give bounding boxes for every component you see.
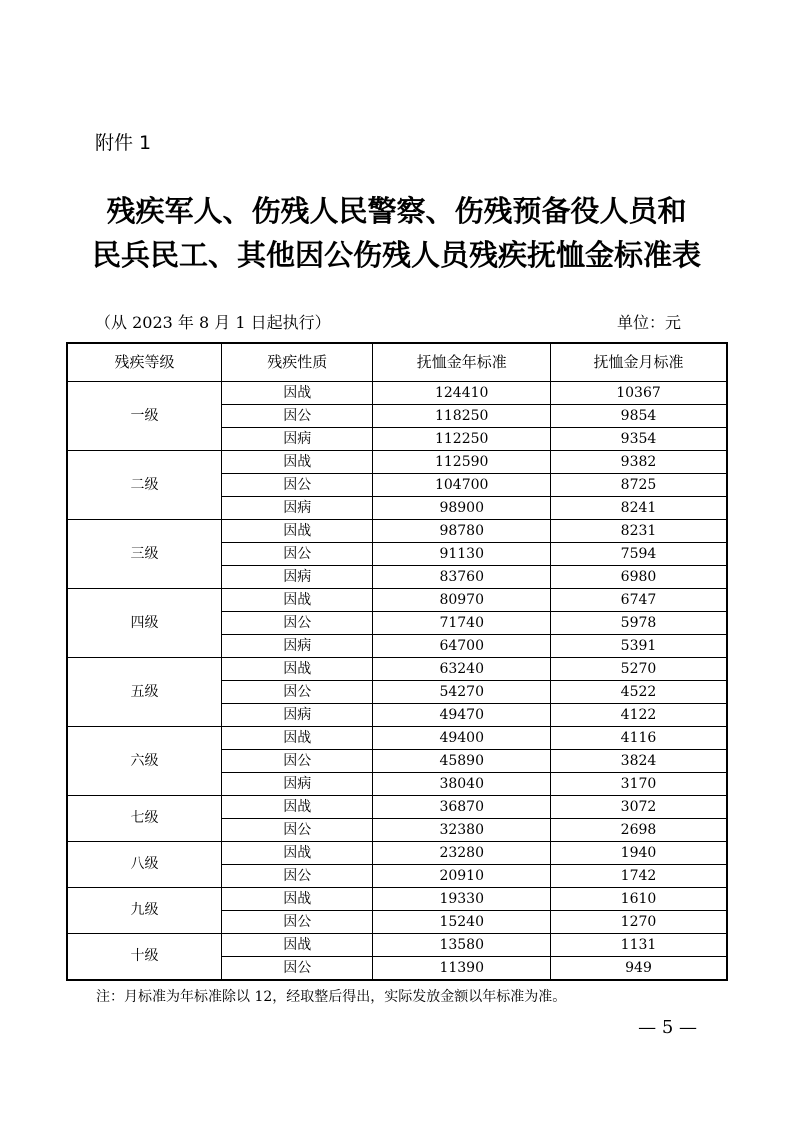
monthly-standard-cell: 8231 bbox=[550, 520, 727, 543]
monthly-standard-cell: 5391 bbox=[550, 635, 727, 658]
annual-standard-cell: 11390 bbox=[373, 957, 551, 981]
annual-standard-cell: 71740 bbox=[373, 612, 551, 635]
monthly-standard-cell: 9382 bbox=[550, 451, 727, 474]
monthly-standard-cell: 6747 bbox=[550, 589, 727, 612]
monthly-standard-cell: 2698 bbox=[550, 819, 727, 842]
nature-cell: 因公 bbox=[221, 911, 372, 934]
annual-standard-cell: 45890 bbox=[373, 750, 551, 773]
annual-standard-cell: 38040 bbox=[373, 773, 551, 796]
monthly-standard-cell: 8241 bbox=[550, 497, 727, 520]
annual-standard-cell: 23280 bbox=[373, 842, 551, 865]
document-title-line-2: 民兵民工、其他因公伤残人员残疾抚恤金标准表 bbox=[91, 238, 701, 272]
monthly-standard-cell: 3170 bbox=[550, 773, 727, 796]
nature-cell: 因公 bbox=[221, 405, 372, 428]
annual-standard-cell: 49400 bbox=[373, 727, 551, 750]
monthly-standard-cell: 9354 bbox=[550, 428, 727, 451]
annual-standard-cell: 118250 bbox=[373, 405, 551, 428]
nature-cell: 因公 bbox=[221, 612, 372, 635]
table-row bbox=[67, 382, 727, 405]
grade-cell: 一级 bbox=[67, 382, 221, 451]
unit-label: 单位：元 bbox=[616, 313, 681, 332]
grade-cell: 八级 bbox=[67, 842, 221, 888]
annual-standard-cell: 20910 bbox=[373, 865, 551, 888]
nature-cell: 因战 bbox=[221, 796, 372, 819]
table-header-row bbox=[67, 343, 727, 382]
annual-standard-cell: 19330 bbox=[373, 888, 551, 911]
grade-cell: 四级 bbox=[67, 589, 221, 658]
nature-cell: 因战 bbox=[221, 934, 372, 957]
annual-standard-cell: 80970 bbox=[373, 589, 551, 612]
header-annual: 抚恤金年标准 bbox=[373, 343, 551, 382]
grade-cell: 六级 bbox=[67, 727, 221, 796]
nature-cell: 因公 bbox=[221, 865, 372, 888]
header-grade: 残疾等级 bbox=[67, 343, 221, 382]
nature-cell: 因战 bbox=[221, 888, 372, 911]
grade-cell: 十级 bbox=[67, 934, 221, 981]
monthly-standard-cell: 4122 bbox=[550, 704, 727, 727]
nature-cell: 因公 bbox=[221, 543, 372, 566]
footnote: 注：月标准为年标准除以 12，经取整后得出，实际发放金额以年标准为准。 bbox=[96, 989, 567, 1005]
monthly-standard-cell: 3824 bbox=[550, 750, 727, 773]
nature-cell: 因病 bbox=[221, 635, 372, 658]
table-row bbox=[67, 589, 727, 612]
grade-cell: 七级 bbox=[67, 796, 221, 842]
monthly-standard-cell: 10367 bbox=[550, 382, 727, 405]
annual-standard-cell: 124410 bbox=[373, 382, 551, 405]
nature-cell: 因公 bbox=[221, 819, 372, 842]
monthly-standard-cell: 8725 bbox=[550, 474, 727, 497]
monthly-standard-cell: 7594 bbox=[550, 543, 727, 566]
table-row bbox=[67, 934, 727, 957]
nature-cell: 因公 bbox=[221, 957, 372, 981]
grade-cell: 五级 bbox=[67, 658, 221, 727]
nature-cell: 因病 bbox=[221, 497, 372, 520]
monthly-standard-cell: 4116 bbox=[550, 727, 727, 750]
nature-cell: 因战 bbox=[221, 842, 372, 865]
annual-standard-cell: 49470 bbox=[373, 704, 551, 727]
monthly-standard-cell: 1131 bbox=[550, 934, 727, 957]
nature-cell: 因战 bbox=[221, 382, 372, 405]
table-row bbox=[67, 842, 727, 865]
annual-standard-cell: 15240 bbox=[373, 911, 551, 934]
monthly-standard-cell: 1610 bbox=[550, 888, 727, 911]
attachment-label: 附件 1 bbox=[95, 132, 152, 154]
annual-standard-cell: 54270 bbox=[373, 681, 551, 704]
table-row bbox=[67, 888, 727, 911]
annual-standard-cell: 91130 bbox=[373, 543, 551, 566]
annual-standard-cell: 112250 bbox=[373, 428, 551, 451]
grade-cell: 二级 bbox=[67, 451, 221, 520]
annual-standard-cell: 98780 bbox=[373, 520, 551, 543]
grade-cell: 九级 bbox=[67, 888, 221, 934]
table-row bbox=[67, 520, 727, 543]
document-title-line-1: 残疾军人、伤残人民警察、伤残预备役人员和 bbox=[106, 194, 687, 228]
monthly-standard-cell: 949 bbox=[550, 957, 727, 981]
monthly-standard-cell: 4522 bbox=[550, 681, 727, 704]
nature-cell: 因战 bbox=[221, 589, 372, 612]
monthly-standard-cell: 1270 bbox=[550, 911, 727, 934]
nature-cell: 因公 bbox=[221, 681, 372, 704]
nature-cell: 因病 bbox=[221, 773, 372, 796]
nature-cell: 因战 bbox=[221, 451, 372, 474]
pension-standard-table bbox=[66, 342, 728, 981]
nature-cell: 因病 bbox=[221, 566, 372, 589]
nature-cell: 因公 bbox=[221, 750, 372, 773]
monthly-standard-cell: 5270 bbox=[550, 658, 727, 681]
annual-standard-cell: 83760 bbox=[373, 566, 551, 589]
table-row bbox=[67, 451, 727, 474]
table-body bbox=[67, 382, 727, 981]
monthly-standard-cell: 6980 bbox=[550, 566, 727, 589]
monthly-standard-cell: 1940 bbox=[550, 842, 727, 865]
nature-cell: 因战 bbox=[221, 727, 372, 750]
annual-standard-cell: 64700 bbox=[373, 635, 551, 658]
nature-cell: 因公 bbox=[221, 474, 372, 497]
annual-standard-cell: 98900 bbox=[373, 497, 551, 520]
nature-cell: 因战 bbox=[221, 520, 372, 543]
page-number: — 5 — bbox=[638, 1017, 697, 1038]
monthly-standard-cell: 5978 bbox=[550, 612, 727, 635]
monthly-standard-cell: 3072 bbox=[550, 796, 727, 819]
monthly-standard-cell: 1742 bbox=[550, 865, 727, 888]
table-row bbox=[67, 727, 727, 750]
nature-cell: 因病 bbox=[221, 428, 372, 451]
monthly-standard-cell: 9854 bbox=[550, 405, 727, 428]
annual-standard-cell: 63240 bbox=[373, 658, 551, 681]
annual-standard-cell: 112590 bbox=[373, 451, 551, 474]
nature-cell: 因病 bbox=[221, 704, 372, 727]
annual-standard-cell: 104700 bbox=[373, 474, 551, 497]
table-row bbox=[67, 658, 727, 681]
table-row bbox=[67, 796, 727, 819]
annual-standard-cell: 32380 bbox=[373, 819, 551, 842]
annual-standard-cell: 13580 bbox=[373, 934, 551, 957]
annual-standard-cell: 36870 bbox=[373, 796, 551, 819]
effective-date-note: （从 2023 年 8 月 1 日起执行） bbox=[95, 313, 331, 332]
header-nature: 残疾性质 bbox=[221, 343, 372, 382]
header-monthly: 抚恤金月标准 bbox=[550, 343, 727, 382]
grade-cell: 三级 bbox=[67, 520, 221, 589]
nature-cell: 因战 bbox=[221, 658, 372, 681]
